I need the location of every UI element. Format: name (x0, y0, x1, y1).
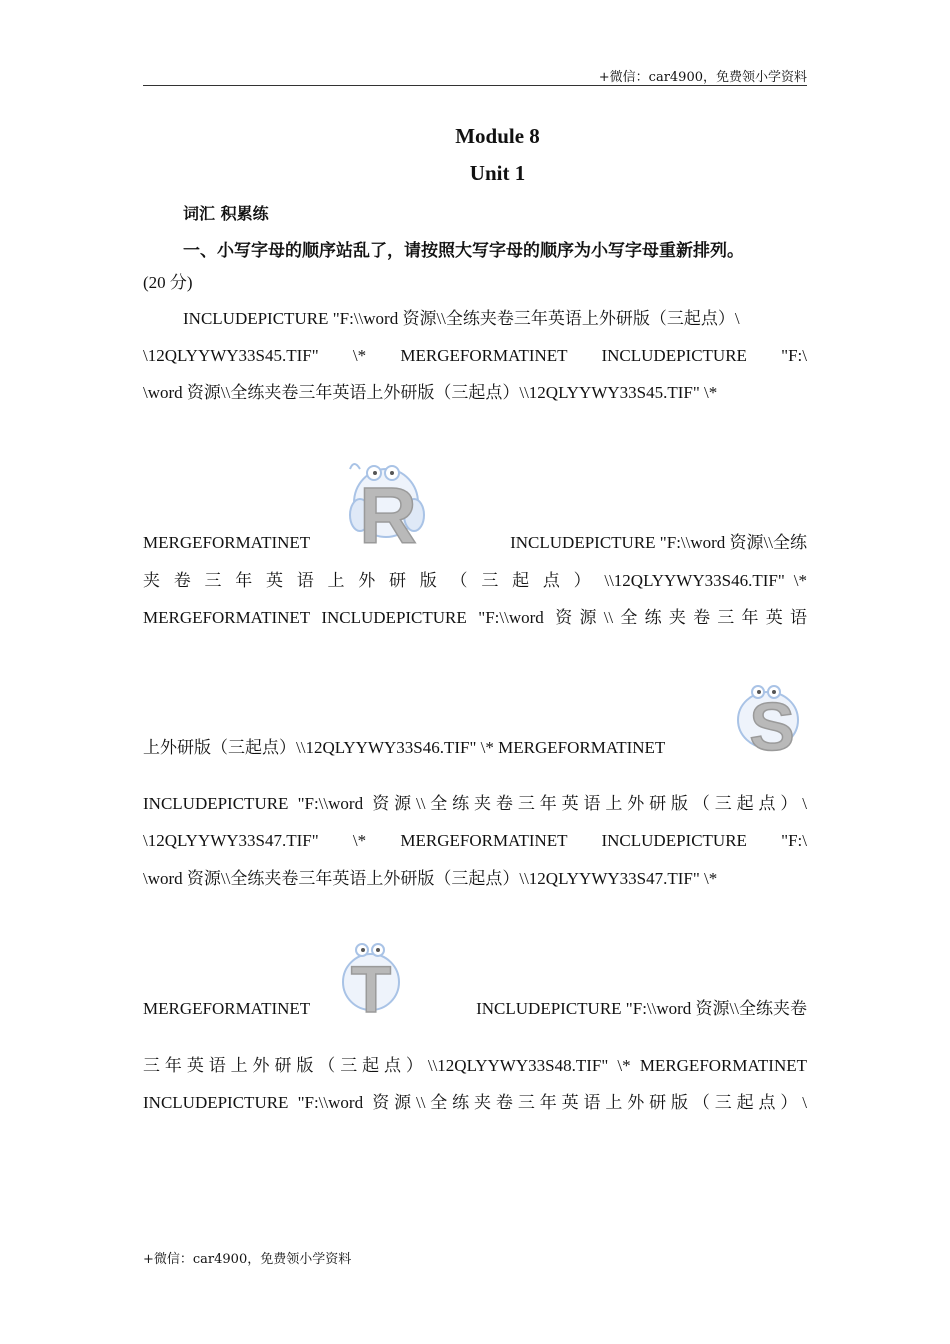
letter-r-glyph: R (359, 471, 417, 547)
body-line-12: MERGEFORMATINET (143, 999, 311, 1018)
body-line-15: INCLUDEPICTURE "F:\\word 资源\\全练夹卷三年英语上外研版（三起点）\ (143, 1093, 807, 1112)
body-line-6: 夹 卷 三 年 英 语 上 外 研 版 （ 三 起 点 ） \\12QLYYWY33S46.TIF" \* (143, 571, 807, 590)
body-line-10: \12QLYYWY33S47.TIF" \* MERGEFORMATINET INCLUDEPICTURE "F:\ (143, 831, 807, 850)
footer-text: +微信：car4900，免费领小学资料 (143, 1252, 352, 1267)
header-text: +微信：car4900，免费领小学资料 (598, 70, 807, 85)
unit-title: Unit 1 (469, 161, 526, 185)
section-heading: 词汇 积累练 (183, 204, 269, 223)
body-line-5: INCLUDEPICTURE "F:\\word 资源\\全练 (510, 533, 807, 552)
letter-t-picture (336, 940, 406, 1015)
body-line-2: \12QLYYWY33S45.TIF" \* MERGEFORMATINET INCLUDEPICTURE "F:\ (143, 346, 807, 365)
header-rule (143, 85, 807, 86)
body-line-1: INCLUDEPICTURE "F:\\word 资源\\全练夹卷三年英语上外研版（三起点）\ (183, 309, 740, 328)
body-line-11: \word 资源\\全练夹卷三年英语上外研版（三起点）\\12QLYYWY33S47.TIF" \* (143, 869, 718, 888)
body-line-9: INCLUDEPICTURE "F:\\word 资源\\全练夹卷三年英语上外研版（三起点）\ (143, 794, 807, 813)
letter-r-picture (340, 455, 436, 547)
instruction-text: 一、小写字母的顺序站乱了，请按照大写字母的顺序为小写字母重新排列。 (183, 241, 744, 261)
module-title: Module 8 (455, 124, 540, 148)
letter-s-picture (730, 682, 808, 754)
letter-t-glyph: T (350, 952, 392, 1015)
body-line-4: MERGEFORMATINET (143, 533, 311, 552)
body-line-8: 上外研版（三起点）\\12QLYYWY33S46.TIF" \* MERGEFORMATINET (143, 738, 666, 757)
body-line-13: INCLUDEPICTURE "F:\\word 资源\\全练夹卷 (476, 999, 807, 1018)
body-line-7: MERGEFORMATINET INCLUDEPICTURE "F:\\word 资源\\全练夹卷三年英语 (143, 608, 807, 627)
letter-s-glyph: S (749, 689, 795, 754)
body-line-3: \word 资源\\全练夹卷三年英语上外研版（三起点）\\12QLYYWY33S45.TIF" \* (143, 383, 718, 402)
score-text: (20 分) (143, 273, 193, 292)
body-line-14: 三年英语上外研版（三起点）\\12QLYYWY33S48.TIF" \* MERGEFORMATINET (143, 1056, 807, 1075)
